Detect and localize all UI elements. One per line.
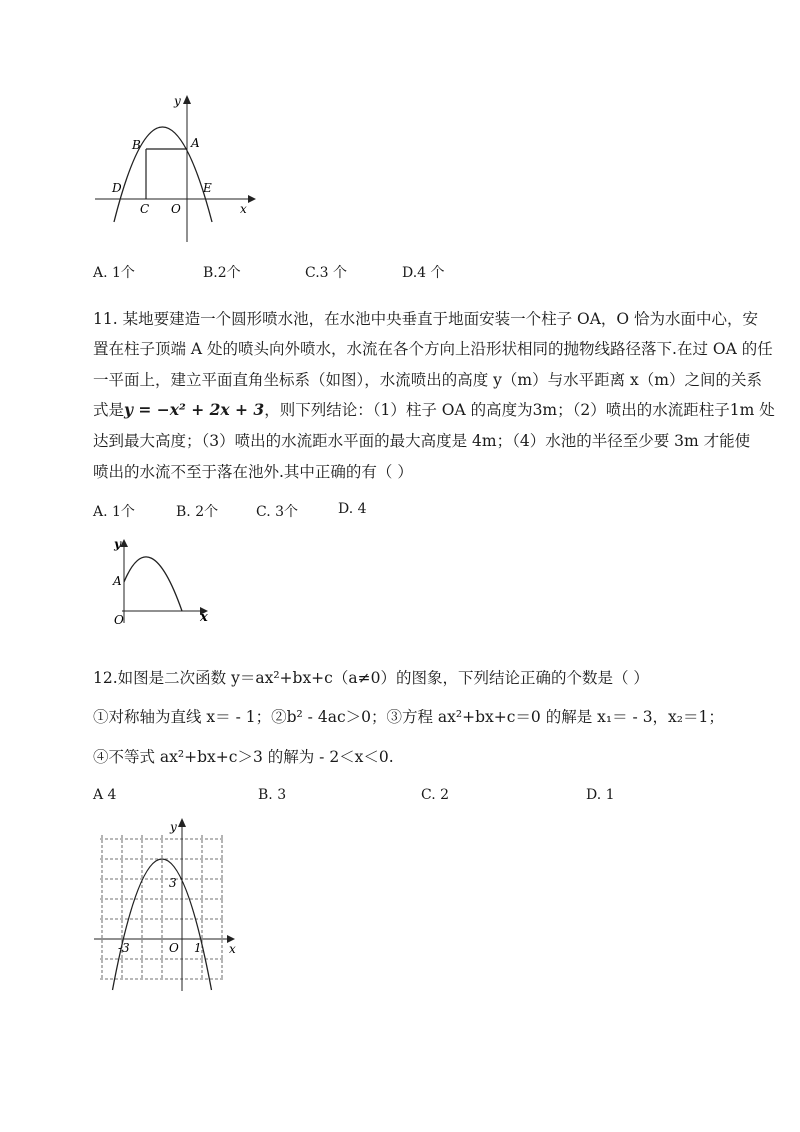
y-axis-arrow (183, 95, 191, 104)
label-neg3: -3 (118, 941, 130, 955)
q11-option-c: C. 3个 (256, 504, 299, 520)
q11-line-4-suffix: ，则下列结论：（1）柱子 OA 的高度为3m；（2）喷出的水流距柱子1m 处 (264, 401, 775, 419)
q12-line-3: ④不等式 ax²+bx+c＞3 的解为 - 2＜x＜0. (93, 748, 394, 766)
q12-option-c: C. 2 (421, 787, 450, 803)
x-axis-arrow (248, 195, 256, 203)
label-y: y (170, 820, 177, 834)
q11-option-d: D. 4 (338, 501, 367, 517)
label-x: x (229, 942, 236, 956)
y-axis-arrow (178, 818, 186, 827)
label-1: 1 (194, 941, 202, 955)
label-A: A (191, 136, 200, 150)
water-parabola (124, 557, 182, 611)
label-O: O (114, 613, 124, 627)
label-y: y (174, 94, 181, 108)
q12-option-b: B. 3 (258, 787, 287, 803)
q11-line-1: 11. 某地要建造一个圆形喷水池，在水池中央垂直于地面安装一个柱子 OA，O 恰为水面中心，安 (93, 310, 759, 328)
label-D: D (112, 181, 122, 195)
label-3: 3 (169, 876, 177, 890)
q10-option-c: C.3 个 (305, 265, 348, 281)
q11-line-4 (93, 398, 775, 420)
q11-line-3: 一平面上，建立平面直角坐标系（如图），水流喷出的高度 y（m）与水平距离 x（m）之间的关系 (93, 371, 763, 389)
label-x: x (240, 202, 247, 216)
label-B: B (132, 138, 141, 152)
label-x: x (200, 610, 208, 625)
q11-line-2: 置在柱子顶端 A 处的喷头向外喷水，水流在各个方向上沿形状相同的抛物线路径落下.在过 OA 的任 (93, 340, 773, 358)
label-y: y (114, 537, 121, 551)
q11-option-b: B. 2个 (176, 504, 219, 520)
q12-line-2: ①对称轴为直线 x＝ - 1；②b² - 4ac＞0；③方程 ax²+bx+c＝0 的解是 x₁＝ - 3，x₂＝1； (93, 708, 724, 726)
q11-line-4-prefix: 式是 (93, 401, 125, 419)
q12-option-a: A 4 (93, 787, 117, 803)
label-O: O (171, 202, 181, 216)
q11-formula: y = −x² + 2x + 3 (124, 400, 265, 419)
q11-line-5: 达到最大高度；（3）喷出的水流距水平面的最大高度是 4m；（4）水池的半径至少要 3m 才能使 (93, 432, 751, 450)
q10-option-b: B.2个 (203, 265, 241, 281)
label-O: O (169, 941, 179, 955)
q10-figure (90, 92, 260, 247)
q12-line-1: 12.如图是二次函数 y＝ax²+bx+c（a≠0）的图象，下列结论正确的个数是（ ） (93, 669, 649, 687)
label-C: C (140, 202, 150, 216)
q11-line-6: 喷出的水流不至于落在池外.其中正确的有（ ） (93, 463, 413, 481)
q12-option-d: D. 1 (586, 787, 615, 803)
q10-option-a: A. 1个 (93, 265, 135, 281)
y-axis-arrow (120, 539, 128, 547)
q10-option-d: D.4 个 (402, 265, 445, 281)
q12-figure (90, 815, 250, 995)
q11-option-a: A. 1个 (93, 504, 135, 520)
label-A: A (113, 574, 122, 588)
label-E: E (203, 181, 212, 195)
q11-figure (108, 535, 218, 627)
